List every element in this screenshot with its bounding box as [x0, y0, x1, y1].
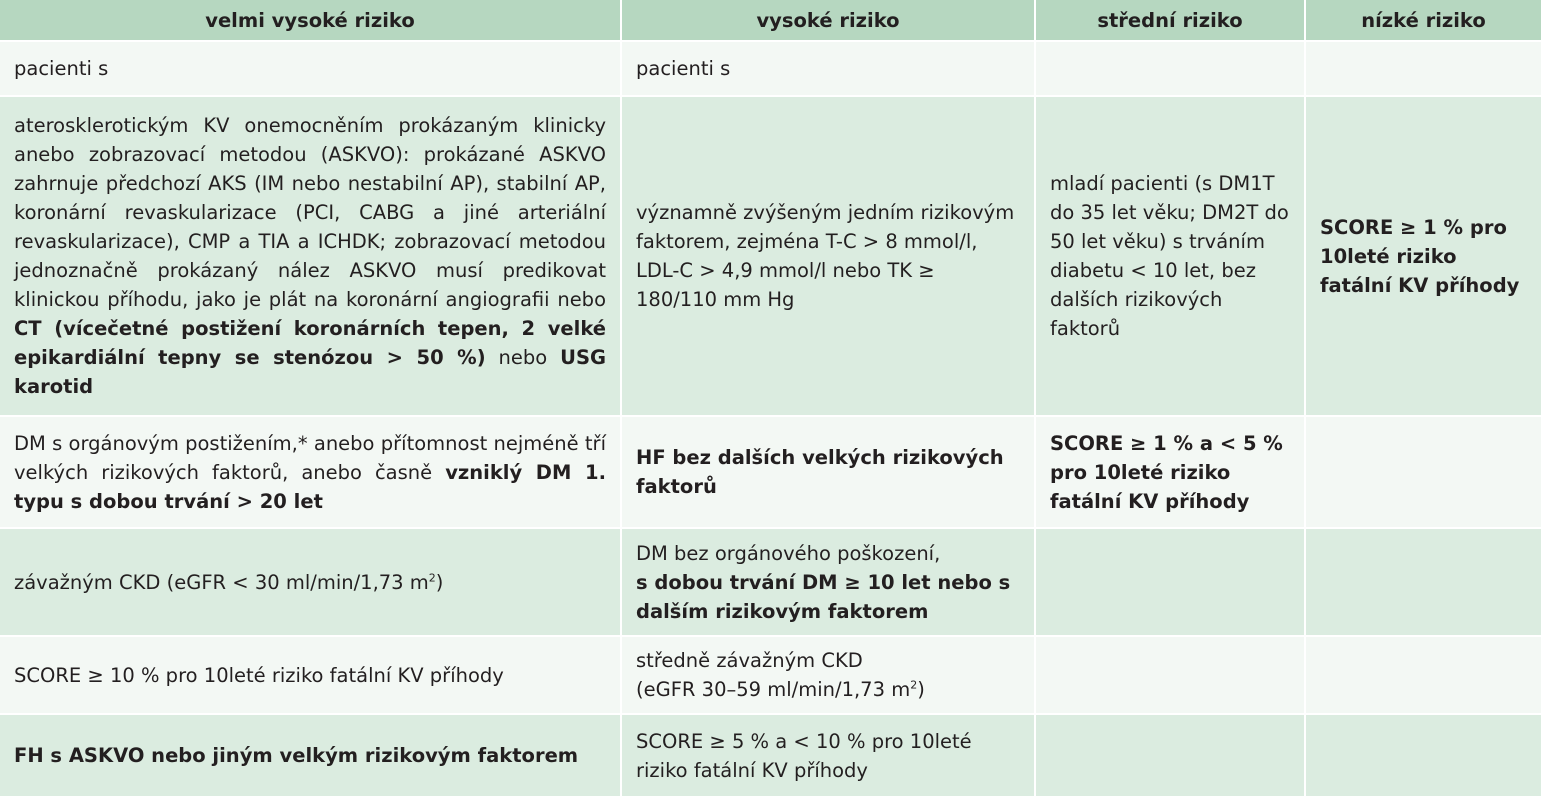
cell-low: SCORE ≥ 1 % pro 10leté riziko fatální KV příhody: [1305, 96, 1541, 416]
superscript: 2: [428, 571, 436, 584]
cell-low: [1305, 416, 1541, 528]
cell-moderate: SCORE ≥ 1 % a < 5 % pro 10leté riziko fatální KV příhody: [1035, 416, 1305, 528]
cell-text: DM bez orgánového poškození,: [636, 541, 941, 565]
cell-text: závažným CKD (eGFR < 30 ml/min/1,73 m: [14, 570, 429, 594]
cell-text: (eGFR 30–59 ml/min/1,73 m: [636, 678, 911, 701]
cell-text: aterosklerotickým KV onemocněním prokázaným klinicky anebo zobrazovací metodou (ASKVO): prokázané ASKVO zahrnuje předchozí AKS (IM nebo nestabilní AP), stabilní AP, koronární revaskularizace (PCI, CABG a jiné arteriální revaskularizace), CMP a TIA a ICHDK; zobrazovací metodou jednoznačně prokázaný nález ASKVO musí predikovat klinickou příhodu, jako je plát na koronární angiografii nebo: [14, 114, 606, 311]
cell-text: DM s orgánovým postižením,* anebo přítomnost nejméně tří velkých rizikových faktorů, anebo časně: [14, 431, 606, 484]
cell-high: HF bez dalších velkých rizikových faktorů: [621, 416, 1035, 528]
cell-text: středně závažným CKD: [636, 649, 863, 672]
cell-very-high: pacienti s: [0, 41, 621, 96]
cell-low: [1305, 41, 1541, 96]
table-row: [0, 714, 1541, 797]
superscript: 2: [910, 678, 918, 692]
cell-moderate: [1035, 41, 1305, 96]
cell-text-bold: USG karotid: [14, 346, 606, 398]
table-row: [0, 528, 1541, 636]
cell-high: SCORE ≥ 5 % a < 10 % pro 10leté riziko fatální KV příhody: [621, 714, 1035, 797]
cell-very-high: SCORE ≥ 10 % pro 10leté riziko fatální KV příhody: [0, 636, 621, 714]
table-row: [0, 636, 1541, 714]
cell-text-bold: CT (vícečetné postižení koronárních tepen, 2 velké epikardiální tepny se stenózou > 50 %): [14, 317, 606, 369]
cell-high: pacienti s: [621, 41, 1035, 96]
cell-low: [1305, 528, 1541, 636]
cell-text: ): [917, 678, 925, 701]
table-header-row: [0, 0, 1541, 41]
table-row: [0, 96, 1541, 416]
cell-text: ): [435, 570, 444, 594]
header-high-risk: vysoké riziko: [621, 0, 1035, 41]
cell-high: [621, 528, 1035, 636]
table-row: [0, 416, 1541, 528]
cell-text: nebo: [485, 346, 561, 369]
header-low-risk: nízké riziko: [1305, 0, 1541, 41]
cell-moderate: [1035, 528, 1305, 636]
header-moderate-risk: střední riziko: [1035, 0, 1305, 41]
header-very-high-risk: velmi vysoké riziko: [0, 0, 621, 41]
cell-very-high: [0, 528, 621, 636]
cell-moderate: mladí pacienti (s DM1T do 35 let věku; DM2T do 50 let věku) s trváním diabetu < 10 let, bez dalších rizikových faktorů: [1035, 96, 1305, 416]
cell-very-high: [0, 96, 621, 416]
cell-low: [1305, 636, 1541, 714]
cell-very-high: [0, 416, 621, 528]
cell-high: [621, 636, 1035, 714]
table-row: [0, 41, 1541, 96]
cell-moderate: [1035, 714, 1305, 797]
cell-high: významně zvýšeným jedním rizikovým faktorem, zejména T-C > 8 mmol/l, LDL-C > 4,9 mmol/l nebo TK ≥ 180/110 mm Hg: [621, 96, 1035, 416]
cell-low: [1305, 714, 1541, 797]
cell-moderate: [1035, 636, 1305, 714]
cell-very-high: FH s ASKVO nebo jiným velkým rizikovým faktorem: [0, 714, 621, 797]
cell-text-bold: vzniklý DM 1. typu s dobou trvání > 20 let: [14, 460, 606, 513]
cell-text-bold: s dobou trvání DM ≥ 10 let nebo s dalším rizikovým faktorem: [636, 570, 1011, 623]
